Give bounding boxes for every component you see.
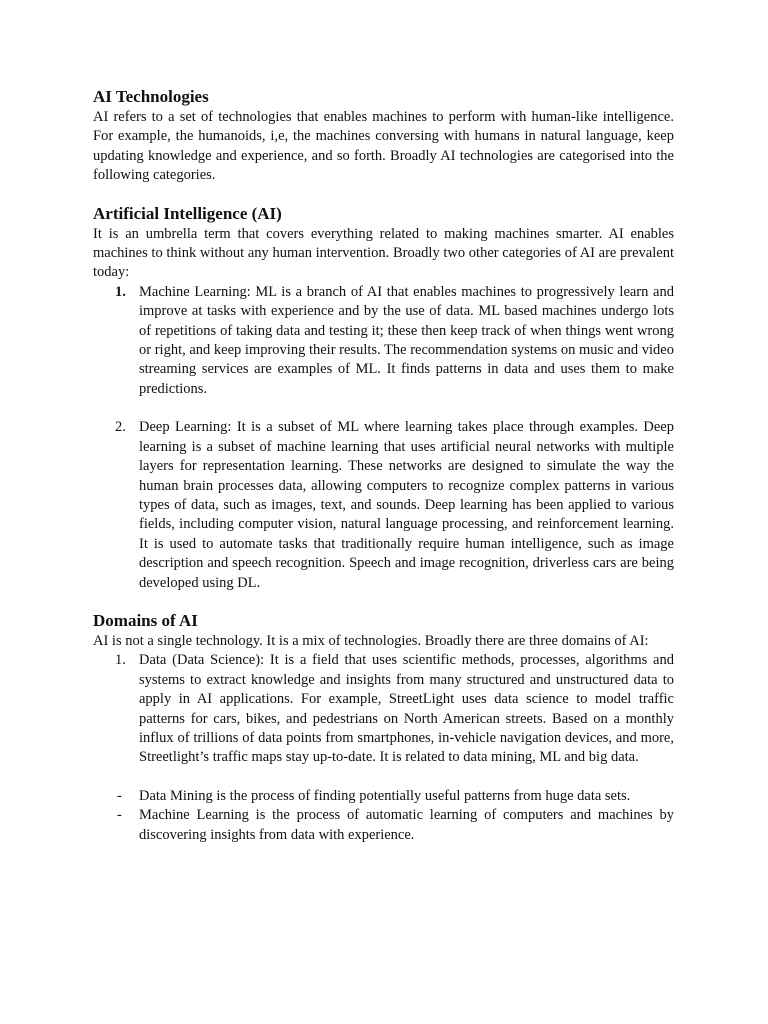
list-item-text: Deep Learning: It is a subset of ML where learning takes place through examples. Deep learning is a subset of machine learning that uses artificial neural networks with multiple layers for representation learning. These networks are designed to simulate the way the human brain processes data, allowing computers to recognize complex patterns in various types of data, such as images, text, and sounds. Deep learning has been applied to various fields, including computer vision, natural language processing, and reinforcement learning. It is used to automate tasks that traditionally require human intelligence, such as image description and speech recognition. Speech and image recognition, driverless cars are being developed using DL. <box>139 419 674 591</box>
bullet-dash: - <box>117 787 122 804</box>
document-page <box>93 86 674 845</box>
list-item-text: Data (Data Science): It is a field that uses scientific methods, processes, algorithms and systems to extract knowledge and insights from many structured and unstructured data to apply in AI applications. For example, StreetLight uses data science to model traffic patterns for cars, bikes, and pedestrians on North American streets. Based on a monthly influx of trillions of data points from smartphones, in-vehicle navigation devices, and more, Streetlight’s traffic maps stay up-to-date. It is related to data mining, ML and big data. <box>139 652 674 766</box>
list-item-text: Machine Learning: ML is a branch of AI that enables machines to progressively learn and improve at tasks with experience and by the use of data. ML based machines undergo lots of repetitions of taking data and testing it; these then keep track of when things went wrong or right, and keep improving their results. The recommendation systems on music and video streaming services are examples of ML. It finds patterns in data and uses them to make predictions. <box>139 283 674 397</box>
heading-artificial-intelligence: Artificial Intelligence (AI) <box>93 203 282 223</box>
list-marker: 2. <box>115 419 126 436</box>
paragraph-ai-technologies: AI refers to a set of technologies that enables machines to perform with human-like intelligence. For example, the humanoids, i,e, the machines conversing with humans in natural language, keep updating knowledge and experience, and so forth. Broadly AI technologies are categorised into the following categories. <box>93 109 674 184</box>
bullet-text: Data Mining is the process of finding potentially useful patterns from huge data sets. <box>139 787 631 804</box>
bullet-item-data-mining <box>93 787 674 806</box>
paragraph-domains-of-ai: AI is not a single technology. It is a mix of technologies. Broadly there are three domains of AI: <box>93 632 649 649</box>
bullet-text: Machine Learning is the process of automatic learning of computers and machines by discovering insights from data with experience. <box>139 807 674 843</box>
bullet-item-machine-learning <box>93 806 674 845</box>
list-item-data-science <box>93 651 674 767</box>
paragraph-artificial-intelligence: It is an umbrella term that covers everything related to making machines smarter. AI enables machines to think without any human intervention. Broadly two other categories of AI are prevalent today: <box>93 225 674 281</box>
list-marker: 1. <box>115 652 126 669</box>
heading-ai-technologies: AI Technologies <box>93 87 209 106</box>
list-item-deep-learning <box>93 418 674 593</box>
list-marker: 1. <box>115 283 126 300</box>
bullet-dash: - <box>117 807 122 824</box>
heading-domains-of-ai: Domains of AI <box>93 610 198 630</box>
list-item-machine-learning <box>93 283 674 399</box>
